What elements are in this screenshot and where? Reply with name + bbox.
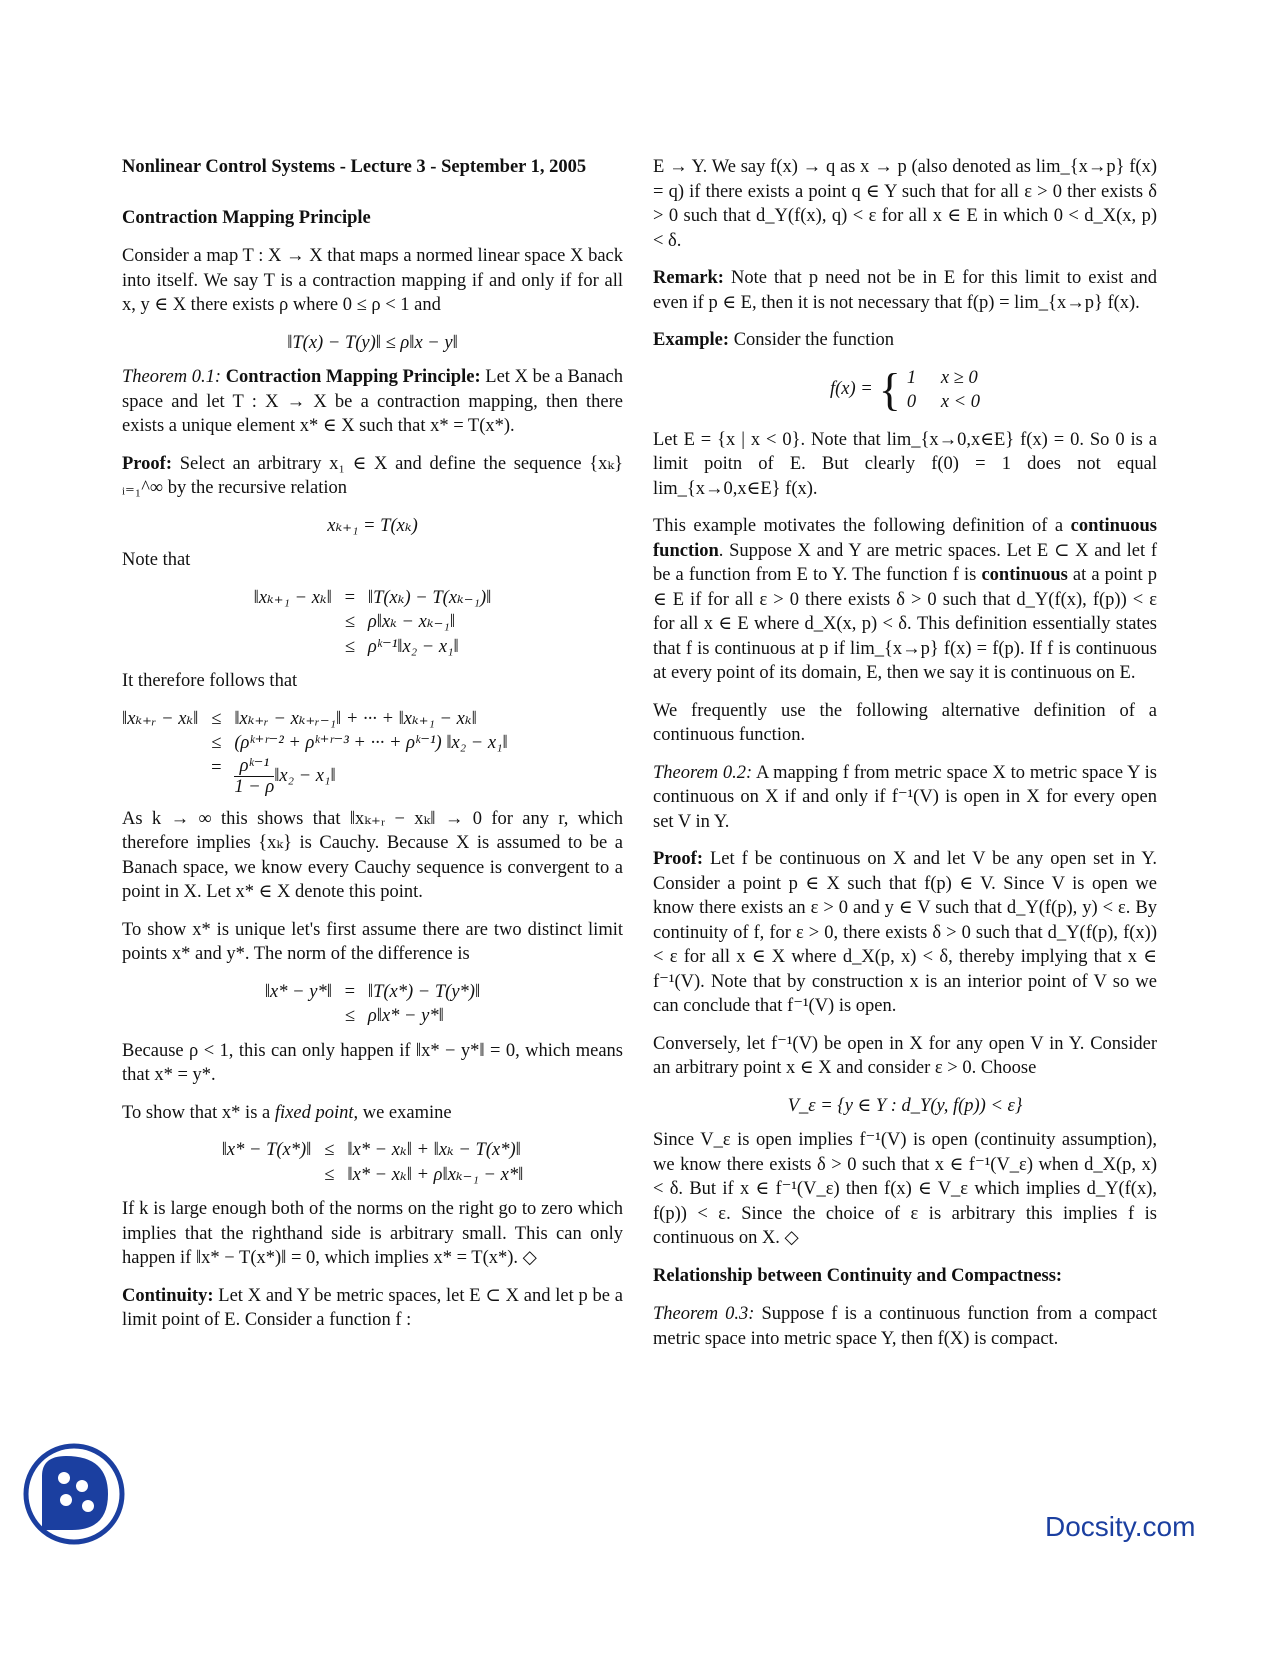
eq-rhs: ρ‖xₖ − xₖ₋₁‖ <box>367 612 456 632</box>
eq-lhs: ‖x* − y*‖ <box>264 981 332 1002</box>
term-continuous: continuous <box>981 565 1068 585</box>
note-that: Note that <box>122 550 191 570</box>
continuity-label: Continuity: <box>122 1285 214 1306</box>
eq-rhs: ‖T(x*) − T(y*)‖ <box>367 981 481 1002</box>
eq-lhs: ‖xₖ₊₁ − xₖ‖ <box>253 587 332 608</box>
equation-block-1 <box>122 586 623 660</box>
paragraph-let-e: Let E = {x | x < 0}. Note that lim_{x→0,x∈E} f(x) = 0. So 0 is a limit poitn of E. But clearly f(0) = 1 does not equal lim_{x→0,x∈E} f(x). <box>653 429 1157 499</box>
docsity-brand[interactable]: Docsity.com <box>1045 1511 1196 1542</box>
paragraph-conversely: Conversely, let f⁻¹(V) be open in X for any open V in Y. Consider an arbitrary point x ∈ X and consider ε > 0. Choose <box>653 1033 1157 1078</box>
page-title: Nonlinear Control Systems - Lecture 3 - September 1, 2005 <box>122 157 587 177</box>
example-label: Example: <box>653 330 730 350</box>
case-value: 1 <box>906 367 917 388</box>
proof-theorem-0-2 <box>653 847 1157 1019</box>
case-condition: x ≥ 0 <box>940 367 978 388</box>
term-continuous-function: continuous function <box>653 516 1157 561</box>
theorem-text: Suppose f is a continuous function from a compact metric space into metric space Y, then f(X) is compact. <box>653 1304 1158 1349</box>
eq-lhs: ‖x* − T(x*)‖ <box>221 1140 312 1160</box>
paragraph-limit-def: E → Y. We say f(x) → q as x → p (also denoted as lim_{x→p} f(x) = q) if there exists a point q ∈ Y such that for all ε > 0 ther exists δ > 0 such that d_Y(f(x), q) < ε for all x ∈ E in which 0 < d_X(x, p) < δ. <box>653 157 1157 251</box>
example-text: Consider the function <box>733 330 894 350</box>
paragraph-continuous-def <box>653 514 1157 686</box>
eq-rel: ≤ <box>324 1140 335 1160</box>
frac-tail: ‖x₂ − x₁‖ <box>274 765 336 786</box>
theorem-label: Theorem 0.2: <box>653 762 753 783</box>
theorem-text: Let X be a Banach space and let T : X → X be a contraction mapping, then there exists a unique element x* ∈ X such that x* = T(x*). <box>122 367 624 436</box>
paragraph-unique: To show x* is unique let's first assume there are two distinct limit points x* and y*. The norm of the difference is <box>122 919 623 964</box>
example <box>653 328 1157 353</box>
eq-lhs <box>254 635 332 660</box>
theorem-name: Contraction Mapping Principle: <box>225 367 481 387</box>
proof-text: Let f be continuous on X and let V be any open set in Y. Consider a point p ∈ X such that f(p) ∈ V. Since V is open we know there exists an ε > 0 and y ∈ V such that d_Y(f(p), y) < ε. By continuity of f, for ε > 0, there exists δ > 0 such that d_Y(f(p), f(x)) < ε for all x ∈ X where d_X(p, x) < δ, thereby implying that x ∈ f⁻¹(V). Note that by construction x is an interior point of V so we can conclude that f⁻¹(V) is open. <box>653 849 1158 1016</box>
remark <box>653 266 1157 315</box>
equation-block-2 <box>122 707 623 797</box>
equation-v-epsilon: V_ε = {y ∈ Y : d_Y(y, f(p)) < ε} <box>787 1095 1023 1116</box>
eq-rhs: ‖x* − xₖ‖ + ‖xₖ − T(x*)‖ <box>347 1140 521 1160</box>
paragraph-large-k: If k is large enough both of the norms on the right go to zero which implies that the righthand side is arbitrary small. This can only happen if ‖x* − T(x*)‖ = 0, which implies x* = T(x*). ◇ <box>122 1199 623 1268</box>
eq-lhs <box>122 731 198 756</box>
theorem-0-3 <box>653 1302 1157 1351</box>
right-column <box>653 155 1157 1364</box>
eq-rel: = <box>344 587 356 608</box>
paragraph-since: Since V_ε is open implies f⁻¹(V) is open (continuity assumption), we know there exists δ > 0 such that x ∈ f⁻¹(V_ε) when d_X(p, x) < δ. But if x ∈ f⁻¹(V_ε) then f(x) ∈ V_ε which implies d_Y(f(x), f(p)) < ε. Since the choice of ε is arbitrary this implies f is continuous on X. ◇ <box>653 1130 1157 1248</box>
frac-den: 1 − ρ <box>234 776 275 797</box>
eq-rel: ≤ <box>211 708 222 729</box>
text-run: To show that x* is a <box>122 1102 275 1123</box>
section-heading-compactness: Relationship between Continuity and Compactness: <box>653 1265 1063 1286</box>
eq-rel: = <box>211 757 222 778</box>
remark-text: Note that p need not be in E for this limit to exist and even if p ∈ E, then it is not necessary that f(p) = lim_{x→p} f(x). <box>653 268 1158 313</box>
paragraph-because: Because ρ < 1, this can only happen if ‖x* − y*‖ = 0, which means that x* = y*. <box>122 1040 623 1085</box>
proof-contraction <box>122 452 623 501</box>
brace-symbol: { <box>878 363 901 415</box>
theorem-0-2 <box>653 761 1157 835</box>
proof-label: Proof: <box>653 849 703 869</box>
eq-rhs: ρ‖x* − y*‖ <box>367 1006 444 1026</box>
eq-rhs: ‖x* − xₖ‖ + ρ‖xₖ₋₁ − x*‖ <box>347 1164 524 1185</box>
piecewise-function <box>653 363 1157 415</box>
paragraph-continuity <box>122 1284 623 1333</box>
theorem-label: Theorem 0.3: <box>653 1304 755 1324</box>
eq-rel: ≤ <box>324 1164 335 1185</box>
equation-block-4 <box>122 1138 623 1187</box>
text-run: , we examine <box>353 1102 452 1123</box>
follows-text: It therefore follows that <box>122 671 298 691</box>
docsity-logo-icon <box>22 1442 126 1546</box>
continuity-text: Let X and Y be metric spaces, let E ⊂ X and let p be a limit point of E. Consider a function f : <box>122 1285 624 1330</box>
case-condition: x < 0 <box>940 391 981 412</box>
piece-cases <box>907 366 980 414</box>
proof-text: Select an arbitrary x₁ ∈ X and define the sequence {xₖ}ᵢ₌₁^∞ by the recursive relation <box>122 453 623 498</box>
paragraph-cauchy: As k → ∞ this shows that ‖xₖ₊ᵣ − xₖ‖ → 0 for any r, which therefore implies {xₖ} is Cauchy. Because X is assumed to be a Banach space, we know every Cauchy sequence is convergent to a point in X. Let x* ∈ X denote this point. <box>122 808 623 902</box>
eq-rel: ≤ <box>344 1006 355 1026</box>
case-value: 0 <box>906 391 917 412</box>
paragraph-fixed-point <box>122 1101 623 1126</box>
theorem-0-1 <box>122 365 623 439</box>
eq-lhs: ‖xₖ₊ᵣ − xₖ‖ <box>122 708 199 729</box>
paragraph-contraction-def: Consider a map T : X → X that maps a normed linear space X back into itself. We say T is a contraction mapping if and only if for all x, y ∈ X there exists ρ where 0 ≤ ρ < 1 and <box>122 246 623 315</box>
eq-rhs-fraction <box>234 756 507 797</box>
text-run: This example motivates the following definition of a <box>653 516 1071 536</box>
eq-rel: ≤ <box>344 612 355 632</box>
theorem-label: Theorem 0.1: <box>122 367 222 387</box>
eq-lhs <box>265 1004 332 1029</box>
equation-contraction: ‖T(x) − T(y)‖ ≤ ρ‖x − y‖ <box>287 332 458 353</box>
eq-rhs: ‖T(xₖ) − T(xₖ₋₁)‖ <box>367 587 492 608</box>
eq-rhs: (ρᵏ⁺ʳ⁻² + ρᵏ⁺ʳ⁻³ + ··· + ρᵏ⁻¹) ‖x₂ − x₁‖ <box>234 733 508 753</box>
frac-num: ρᵏ⁻¹ <box>234 756 274 777</box>
text-run: . Suppose X and Y are metric spaces. Let E ⊂ X and let f be a function from E to Y. The function f is <box>653 540 1157 585</box>
left-column <box>122 155 623 1346</box>
eq-rel: ≤ <box>344 636 355 657</box>
eq-lhs <box>222 1163 312 1188</box>
equation-recursive: xₖ₊₁ = T(xₖ) <box>327 515 418 536</box>
paragraph-alternative: We frequently use the following alternative definition of a continuous function. <box>653 700 1157 745</box>
eq-rel: = <box>344 981 356 1002</box>
piece-lhs: f(x) = <box>829 379 873 400</box>
remark-label: Remark: <box>653 268 724 288</box>
eq-rhs: ‖xₖ₊ᵣ − xₖ₊ᵣ₋₁‖ + ··· + ‖xₖ₊₁ − xₖ‖ <box>234 708 477 729</box>
eq-rel: ≤ <box>211 733 222 753</box>
eq-rhs: ρᵏ⁻¹‖x₂ − x₁‖ <box>367 636 459 657</box>
theorem-text: A mapping f from metric space X to metric space Y is continuous on X if and only if f⁻¹(V) is open in X for every open set V in Y. <box>653 762 1158 832</box>
proof-label: Proof: <box>122 453 172 474</box>
fixed-point-term: fixed point <box>274 1102 354 1123</box>
eq-lhs <box>254 610 332 635</box>
text-run: at a point p ∈ E if for all ε > 0 there exists δ > 0 such that d_Y(f(x), f(p)) < ε for all x ∈ E where d_X(x, p) < δ. This definition essentially states that f is continuous at p if lim_{x→p} f(x) = f(p). If f is continuous at every point of its domain, E, then we say it is continuous on E. <box>653 565 1158 683</box>
equation-block-3 <box>122 980 623 1029</box>
section-heading-contraction: Contraction Mapping Principle <box>122 207 371 228</box>
